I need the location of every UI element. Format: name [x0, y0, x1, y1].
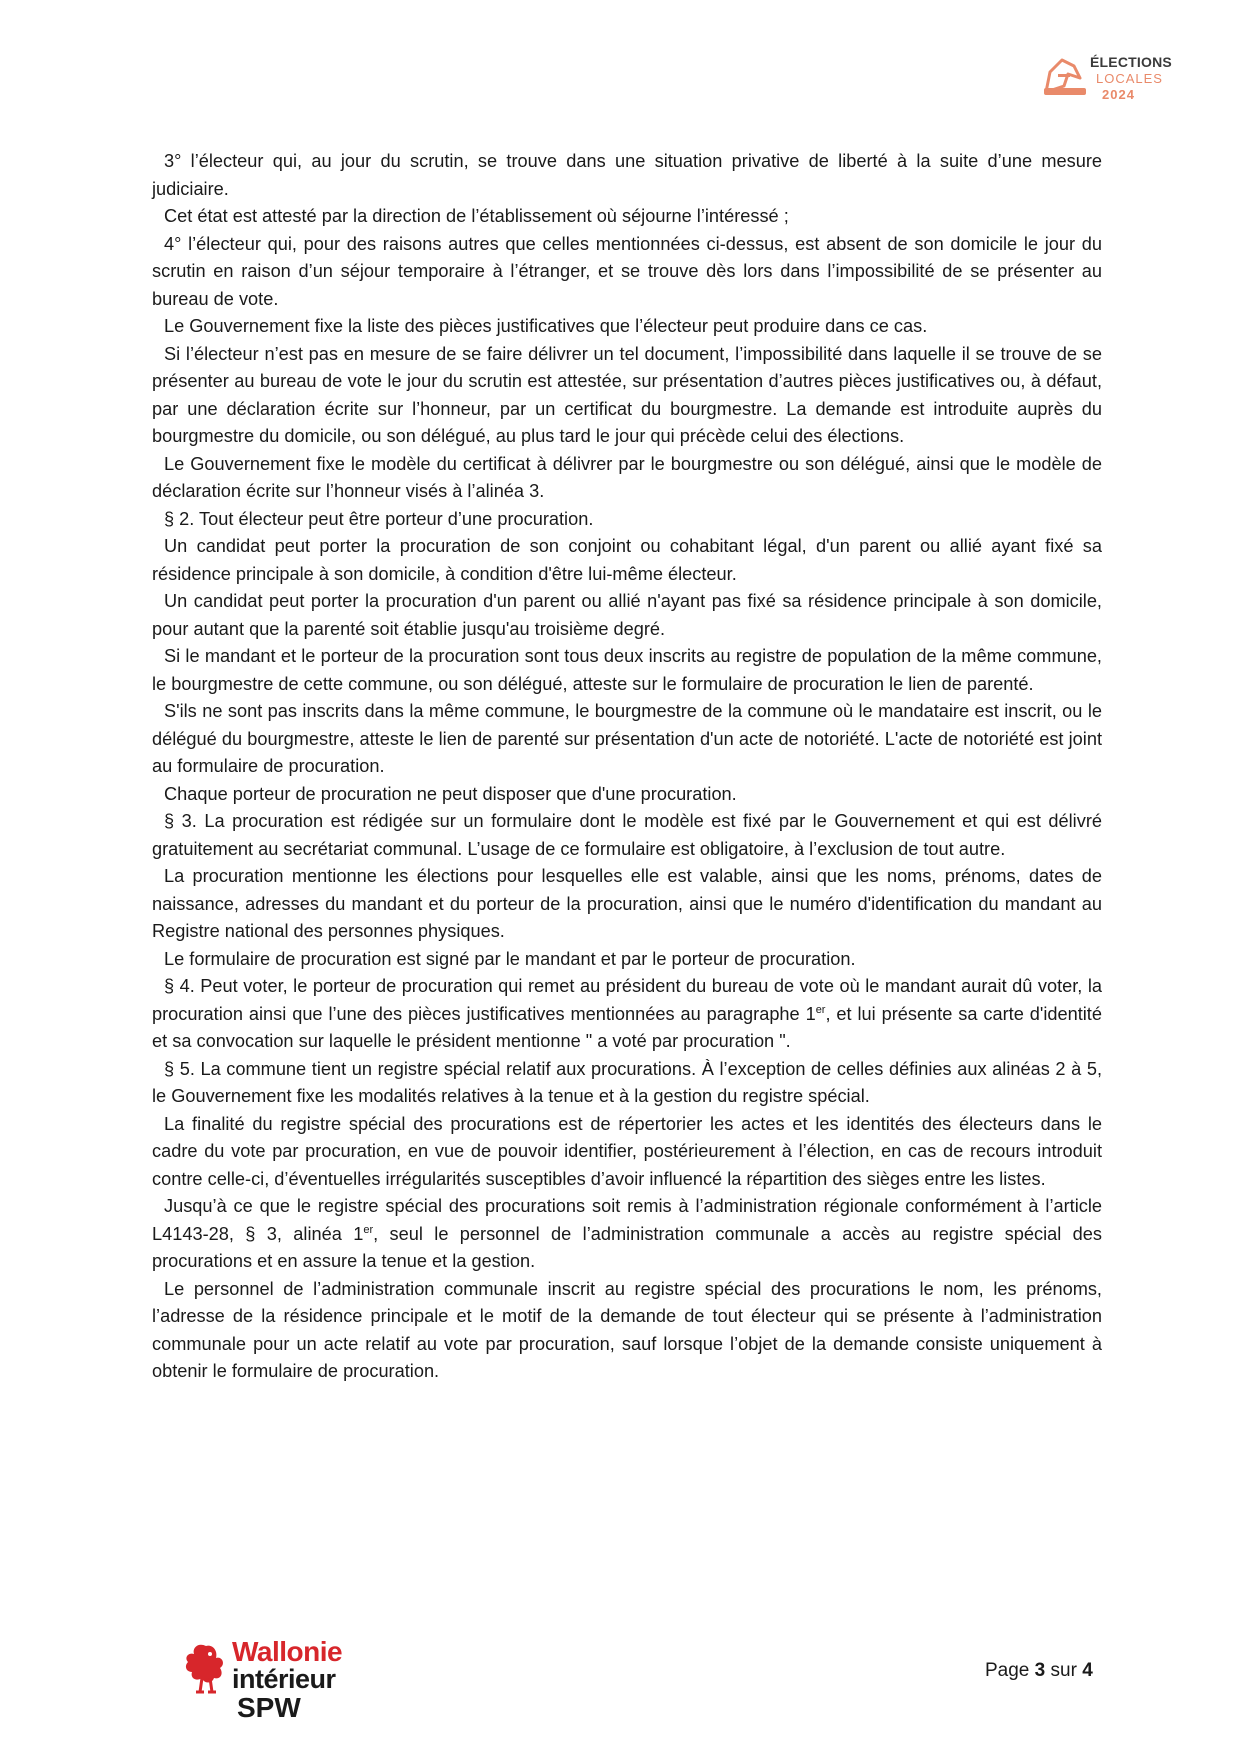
paragraph: Chaque porteur de procuration ne peut disposer que d'une procuration. — [164, 783, 737, 804]
page-prefix: Page — [985, 1660, 1030, 1681]
logo-year-text: 2024 — [1102, 87, 1135, 102]
paragraph: Si le mandant et le porteur de la procuration sont tous deux inscrits au registre de population de la même commune, le bourgmestre de cette commune, ou son délégué, atteste sur le formulaire de procuration le lien de parenté. — [152, 646, 1102, 694]
paragraph: § 5. La commune tient un registre spécial relatif aux procurations. À l’exception de celles définies aux alinéas 2 à 5, le Gouvernement fixe les modalités relatives à la tenue et à la gestion du registre spécial. — [152, 1058, 1102, 1106]
logo-elections-text: ÉLECTIONS — [1090, 54, 1172, 70]
paragraph: Un candidat peut porter la procuration d'un parent ou allié n'ayant pas fixé sa résidence principale à son domicile, pour autant que la parenté soit établie jusqu'au troisième degré. — [152, 591, 1102, 639]
paragraph: La procuration mentionne les élections pour lesquelles elle est valable, ainsi que les noms, prénoms, dates de naissance, adresses du mandant et du porteur de la procuration, ainsi que le numéro d'identification du mandant au Registre national des personnes physiques. — [152, 866, 1102, 941]
page-total: 4 — [1082, 1660, 1093, 1681]
document-body — [152, 148, 1102, 1386]
logo-interieur-text: intérieur — [232, 1664, 336, 1694]
wallonie-interieur-logo — [180, 1636, 380, 1726]
paragraph: Cet état est attesté par la direction de l’établissement où séjourne l’intéressé ; — [164, 206, 789, 226]
paragraph: 3° l’électeur qui, au jour du scrutin, se trouve dans une situation privative de liberté à la suite d’une mesure judiciaire. — [152, 151, 1102, 199]
logo-spw-text: SPW — [237, 1692, 301, 1723]
ballot-box-icon — [1040, 52, 1088, 98]
page-number — [985, 1660, 1093, 1682]
paragraph: La finalité du registre spécial des procurations est de répertorier les actes et les identités des électeurs dans le cadre du vote par procuration, en vue de pouvoir identifier, postérieurement à l’élection, en cas de recours introduit contre celle-ci, d’éventuelles irrégularités susceptibles d’avoir influencé la répartition des sièges entre les listes. — [152, 1113, 1102, 1189]
elections-logo — [1040, 50, 1190, 106]
paragraph: Le Gouvernement fixe la liste des pièces justificatives que l’électeur peut produire dans ce cas. — [164, 316, 928, 336]
rooster-icon — [180, 1640, 230, 1712]
paragraph: Le personnel de l’administration communale inscrit au registre spécial des procurations le nom, les prénoms, l’adresse de la résidence principale et le motif de la demande de tout électeur qui se présente à l’administration communale pour un acte relatif au vote par procuration, sauf lorsque l’objet de la demande consiste uniquement à obtenir le formulaire de procuration. — [152, 1278, 1102, 1381]
paragraph: S'ils ne sont pas inscrits dans la même commune, le bourgmestre de la commune où le mandataire est inscrit, ou le délégué du bourgmestre, atteste le lien de parenté sur présentation d'un acte de notoriété. L'acte de notoriété est joint au formulaire de procuration. — [152, 701, 1102, 776]
paragraph: Jusqu’à ce que le registre spécial des procurations soit remis à l’administration régionale conformément à l’article L4143-28, § 3, alinéa 1er, seul le personnel de l’administration communale a accès au registre spécial des procurations et en assure la tenue et la gestion. — [152, 1196, 1102, 1271]
paragraph: § 3. La procuration est rédigée sur un formulaire dont le modèle est fixé par le Gouvernement et qui est délivré gratuitement au secrétariat communal. L’usage de ce formulaire est obligatoire, à l’exclusion de tout autre. — [152, 811, 1102, 859]
logo-wallonie-text: Wallonie — [232, 1636, 343, 1667]
paragraph: Un candidat peut porter la procuration de son conjoint ou cohabitant légal, d'un parent ou allié ayant fixé sa résidence principale à son domicile, à condition d'être lui-même électeur. — [152, 536, 1102, 584]
paragraph: § 4. Peut voter, le porteur de procuration qui remet au président du bureau de vote où le mandant aurait dû voter, la procuration ainsi que l’une des pièces justificatives mentionnées au paragraphe 1er, et lui présente sa carte d'identité et sa convocation sur laquelle le président mentionne " a voté par procuration ". — [152, 976, 1102, 1051]
paragraph: Le formulaire de procuration est signé par le mandant et par le porteur de procuration. — [164, 948, 856, 969]
paragraph: § 2. Tout électeur peut être porteur d’une procuration. — [164, 508, 594, 529]
page-sep: sur — [1050, 1660, 1077, 1681]
page-current: 3 — [1034, 1660, 1046, 1681]
paragraph: Le Gouvernement fixe le modèle du certificat à délivrer par le bourgmestre ou son délégué, ainsi que le modèle de déclaration écrite sur l’honneur visés à l’alinéa 3. — [152, 453, 1102, 501]
paragraph: Si l’électeur n’est pas en mesure de se faire délivrer un tel document, l’impossibilité dans laquelle il se trouve de se présenter au bureau de vote le jour du scrutin est attestée, sur présentation d’autres pièces justificatives ou, à défaut, par une déclaration écrite sur l’honneur, par un certificat du bourgmestre. La demande est introduite auprès du bourgmestre du domicile, ou son délégué, au plus tard le jour qui précède celui des élections. — [152, 343, 1102, 446]
paragraph: 4° l’électeur qui, pour des raisons autres que celles mentionnées ci-dessus, est absent de son domicile le jour du scrutin en raison d’un séjour temporaire à l’étranger, et se trouve dès lors dans l’impossibilité de se présenter au bureau de vote. — [152, 233, 1102, 309]
logo-locales-text: LOCALES — [1096, 71, 1163, 86]
